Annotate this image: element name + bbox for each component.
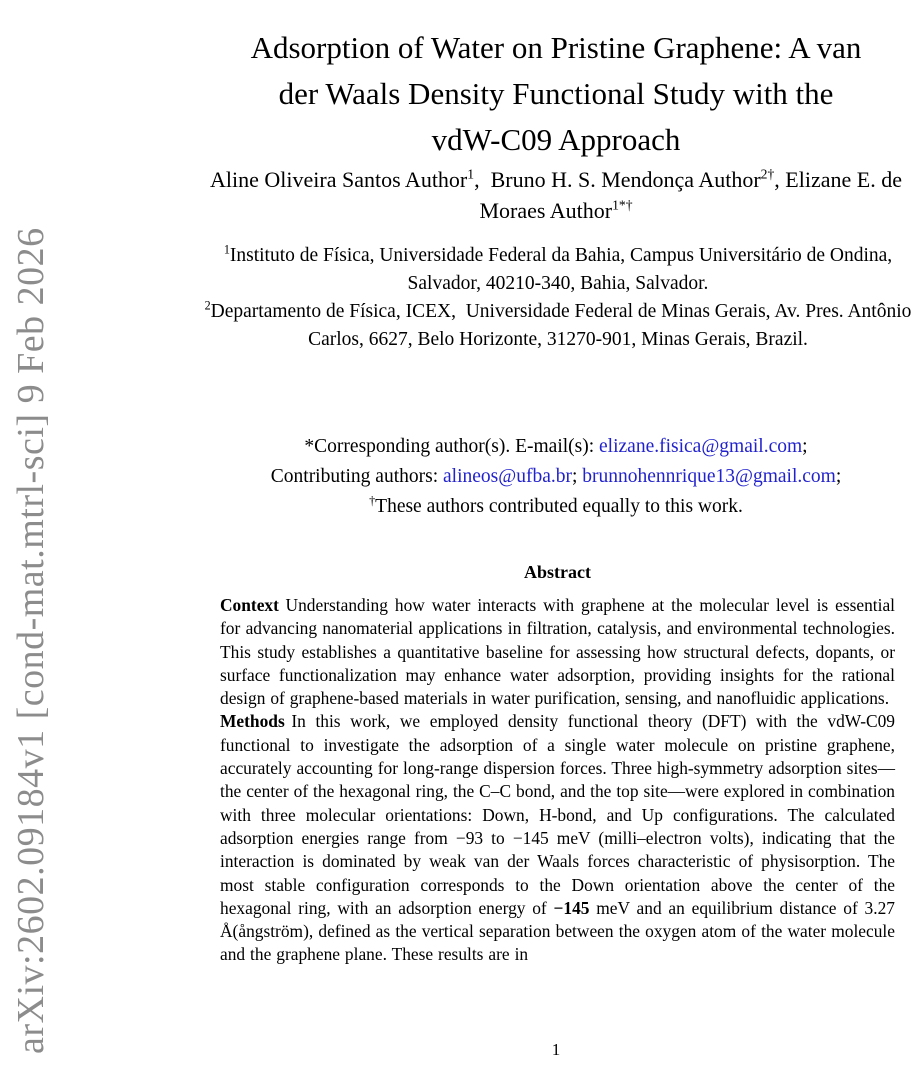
line-suffix: ; (835, 466, 842, 487)
context-label: Context (220, 595, 279, 615)
contributing-authors-prefix: Contributing authors: (270, 466, 444, 487)
corresponding-author-line (196, 432, 916, 462)
affiliation-list (203, 242, 913, 354)
corresponding-email-link[interactable]: elizane.fisica@gmail.com (599, 436, 803, 457)
affiliation-marker: 2 (204, 298, 211, 313)
author (491, 167, 786, 192)
contributing-authors-line (196, 462, 916, 492)
author-name: Elizane E. de Moraes Author (479, 167, 902, 223)
abstract-methods-paragraph (220, 710, 895, 966)
contributing-email-link[interactable]: brunnohennrique13@gmail.com (582, 466, 836, 487)
abstract-section (220, 562, 895, 967)
author-affiliation-marker: 1*† (612, 197, 633, 213)
affiliation (203, 298, 913, 354)
paper-title (196, 25, 916, 163)
author (210, 167, 491, 192)
context-text: Understanding how water interacts with graphene at the molecular level is essential for advancing nanomaterial applications in filtration, catalysis, and environmental technologies. This study establishes a quantitative baseline for assessing how structural defects, dopants, or surface functionalization may enhance water adsorption, providing insights for the rational design of graphene-based materials in water purification, sensing, and nanofluidic applications. (220, 595, 895, 709)
paper-title-line: vdW-C09 Approach (431, 121, 681, 157)
paper-title-line: der Waals Density Functional Study with the (278, 75, 834, 111)
author-list (196, 164, 916, 226)
methods-label: Methods (220, 711, 285, 732)
methods-text: In this work, we employed density functional theory (DFT) with the vdW-C09 functional to investigate the adsorption of a single water molecule on pristine graphene, accurately accounting for long-range dispersion forces. Three high-symmetry adsorption sites—the center of the hexagonal ring, the C–C bond, and the top site—were explored in combination with three molecular orientations: Down, H-bond, and Up configurations. The calculated adsorption energies range from −93 to −145 meV (milli–electron volts), indicating that the interaction is dominated by weak van der Waals forces characteristic of physisorption. The most stable configuration corresponds to the Down orientation above the center of the hexagonal ring, with an adsorption energy of (220, 711, 895, 918)
correspondence-block (196, 432, 916, 522)
arxiv-watermark: arXiv:2602.09184v1 [cond-mat.mtrl-sci] 9 Feb 2026 (10, 227, 52, 1054)
methods-text: meV and an equilibrium distance of 3.27 Å(ångström), defined as the vertical separation between the oxygen atom of the water molecule and the graphene plane. These results are in (220, 897, 895, 965)
abstract-heading: Abstract (524, 562, 591, 582)
equal-contribution-note (196, 492, 916, 522)
author-name: Aline Oliveira Santos Author (210, 167, 468, 192)
adsorption-energy-value: −145 (553, 897, 590, 918)
author-name: Bruno H. S. Mendonça Author (490, 167, 761, 192)
author-separator: , (774, 167, 786, 192)
affiliation-text: Departamento de Física, ICEX, Universidade Federal de Minas Gerais, Av. Pres. Antônio Carlos, 6627, Belo Horizonte, 31270-901, Minas Gerais, Brazil. (210, 301, 912, 350)
corresponding-author-prefix: *Corresponding author(s). E-mail(s): (304, 436, 600, 457)
line-separator: ; (571, 466, 583, 487)
page-number: 1 (551, 1040, 561, 1059)
author-separator: , (474, 167, 491, 192)
paper-title-line: Adsorption of Water on Pristine Graphene: A van (250, 29, 862, 65)
author-affiliation-marker: 2† (760, 166, 775, 182)
equal-contribution-text: These authors contributed equally to this work. (375, 496, 743, 517)
dagger-marker: † (369, 493, 376, 508)
affiliation-text: Instituto de Física, Universidade Federal da Bahia, Campus Universitário de Ondina, Salvador, 40210-340, Bahia, Salvador. (229, 245, 893, 294)
author-affiliation-marker: 1 (467, 166, 475, 182)
line-suffix: ; (802, 436, 808, 457)
abstract-context-paragraph (220, 594, 895, 710)
contributing-email-link[interactable]: alineos@ufba.br (443, 466, 572, 487)
affiliation (203, 242, 913, 298)
affiliation-marker: 1 (223, 242, 230, 257)
